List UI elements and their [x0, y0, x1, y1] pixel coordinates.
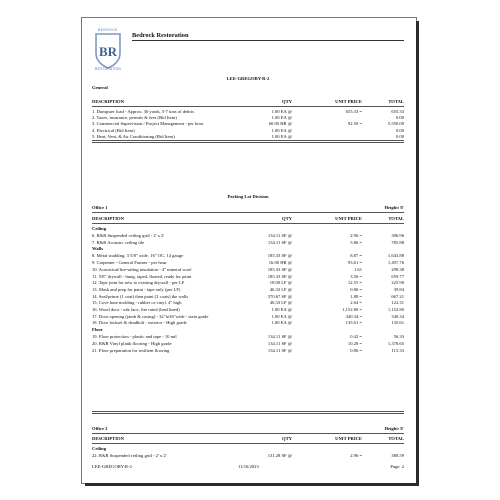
- item-description: 22. R&R Suspended ceiling grid - 2' x 2': [92, 453, 167, 458]
- item-total: 396.96: [391, 233, 404, 238]
- item-total: 1,497.76: [387, 260, 404, 266]
- logo-initials: BR: [98, 44, 118, 59]
- item-description: 15. Cove base molding - rubber or vinyl, 4" high: [92, 300, 182, 306]
- item-unit-price: 1.80 =: [350, 293, 362, 299]
- col-unit-price: UNIT PRICE: [335, 216, 362, 221]
- line-item-row: [92, 334, 404, 340]
- item-total: 0.00: [395, 115, 404, 121]
- item-description: 13. Mask and prep for paint - tape only (per LF): [92, 286, 181, 292]
- footer-date: 11/16/2023: [238, 464, 259, 469]
- item-description: 20. R&R Vinyl plank flooring - High grade: [92, 340, 172, 346]
- general-column-header: [92, 99, 404, 105]
- office1-end-rule: [92, 411, 404, 414]
- item-unit-price: 340.34 =: [345, 313, 362, 319]
- item-total: 340.34: [391, 313, 404, 319]
- item-unit-price: 2.96 =: [350, 233, 362, 238]
- logo-bottom-text: RESTORATION: [94, 67, 122, 71]
- item-total: 122.31: [391, 300, 404, 306]
- col-total: TOTAL: [388, 216, 404, 221]
- item-quantity: 134.11 SF @: [267, 233, 292, 238]
- item-total: 1,643.88: [387, 253, 404, 259]
- office2-height: Height: 8': [384, 426, 404, 431]
- logo-top-text: BEDROCK: [98, 28, 118, 32]
- footer-page-number: Page: 2: [390, 464, 404, 469]
- item-total: 298.38: [391, 266, 404, 272]
- page-footer: [92, 464, 404, 471]
- shield-icon: [92, 31, 124, 71]
- item-total: 1,378.65: [387, 340, 404, 346]
- item-quantity: 370.67 SF @: [267, 293, 292, 299]
- item-description: 16. Wood door - oak face, fire rated (lead lined): [92, 307, 180, 312]
- item-description: 4. Electrical (Bid Item): [92, 127, 135, 133]
- item-description: 14. Seal/prime (1 coat) then paint (2 coats) the walls: [92, 293, 189, 299]
- line-item-row: [92, 109, 404, 115]
- item-total: 5,550.00: [387, 121, 404, 127]
- item-quantity: 46.33 LF @: [269, 286, 292, 292]
- item-description: 17. Door opening (jamb & casing) - 32"to36"wide - stain grade: [92, 313, 209, 319]
- item-description: 5. Heat, Vent, & Air Conditioning (Bid Item): [92, 133, 175, 139]
- section-general-heading: General: [92, 85, 108, 90]
- item-quantity: 46.33 LF @: [269, 300, 292, 306]
- col-qty: QTY: [282, 99, 292, 104]
- office1-height: Height: 8': [384, 205, 404, 210]
- item-total: 135.61: [391, 320, 404, 326]
- col-unit-price: UNIT PRICE: [335, 99, 362, 104]
- item-description: 11. 5/8" drywall - hung, taped, floated, ready for paint: [92, 273, 192, 279]
- col-total: TOTAL: [388, 436, 404, 441]
- item-quantity: 134.11 SF @: [267, 340, 292, 346]
- item-quantity: 131.28 SF @: [267, 453, 292, 458]
- group-heading: Walls: [92, 246, 103, 252]
- item-description: 12. Tape joint for new to existing drywall - per LF: [92, 280, 185, 286]
- line-item-row: [92, 253, 404, 259]
- item-description: 7. R&R Acoustic ceiling tile: [92, 239, 145, 245]
- office2-header-rule: [92, 443, 404, 444]
- item-unit-price: 93.61 =: [347, 260, 362, 266]
- line-item-row: [92, 233, 404, 239]
- col-total: TOTAL: [388, 99, 404, 104]
- item-unit-price: 0.86 =: [350, 347, 362, 353]
- item-total: 115.33: [391, 347, 404, 353]
- col-description: DESCRIPTION: [92, 99, 124, 104]
- item-quantity: 185.33 SF @: [267, 273, 292, 279]
- item-total: 0.00: [395, 133, 404, 139]
- item-quantity: 134.11 SF @: [267, 347, 292, 353]
- item-total: 785.88: [391, 239, 404, 245]
- item-unit-price: 12.55 =: [347, 280, 362, 286]
- item-description: 19. Floor protection - plastic and tape - 10 mil: [92, 334, 177, 340]
- office1-title: Office 1: [92, 205, 108, 210]
- col-description: DESCRIPTION: [92, 436, 124, 441]
- col-qty: QTY: [282, 436, 292, 441]
- item-total: 39.84: [393, 286, 404, 292]
- item-unit-price: 3.56 =: [350, 273, 362, 279]
- item-unit-price: 2.64 =: [350, 300, 362, 306]
- col-unit-price: UNIT PRICE: [335, 436, 362, 441]
- office2-title: Office 2: [92, 426, 108, 431]
- item-total: 1,152.80: [387, 307, 404, 312]
- line-item-row: [92, 280, 404, 286]
- line-item-row: [92, 115, 404, 121]
- item-total: 659.77: [391, 273, 404, 279]
- general-header-rule: [92, 106, 404, 107]
- item-total: 388.59: [391, 453, 404, 458]
- item-description: 3. Commercial Supervision / Project Management - per hour: [92, 121, 204, 127]
- line-item-row: [92, 314, 404, 320]
- item-unit-price: 655.33 =: [345, 109, 362, 114]
- item-unit-price: 5.86 =: [350, 239, 362, 245]
- office2-title-rule: [92, 433, 404, 434]
- line-item-row: [92, 287, 404, 293]
- item-quantity: 185.33 SF @: [267, 253, 292, 259]
- office1-column-header: [92, 216, 404, 222]
- group-heading: Floor: [92, 327, 103, 333]
- item-total: 225.90: [391, 280, 404, 286]
- item-total: 655.33: [391, 109, 404, 114]
- line-item-row: [92, 341, 404, 347]
- item-quantity: 1.00 EA @: [271, 320, 292, 326]
- item-unit-price: 92.50 =: [347, 121, 362, 127]
- estimate-page: [82, 18, 416, 483]
- item-quantity: 134.11 SF @: [267, 334, 292, 340]
- item-description: 10. Acoustical/fire-safing insulation - 4" mineral wool: [92, 266, 192, 272]
- col-description: DESCRIPTION: [92, 216, 124, 221]
- item-quantity: 1.00 EA @: [271, 307, 292, 312]
- item-total: 667.21: [391, 293, 404, 299]
- item-quantity: 185.33 SF @: [267, 266, 292, 272]
- line-item-row: [92, 121, 404, 127]
- line-item-row: [92, 294, 404, 300]
- item-unit-price: 0.42 =: [350, 334, 362, 340]
- item-unit-price: 1,152.80 =: [342, 307, 362, 312]
- division-title: Parking Lot Division: [227, 194, 269, 199]
- line-item-row: [92, 274, 404, 280]
- item-quantity: 60.00 HR @: [268, 121, 292, 127]
- item-total: 0.00: [395, 127, 404, 133]
- item-total: 56.33: [393, 334, 404, 340]
- col-qty: QTY: [282, 216, 292, 221]
- company-logo: [92, 28, 124, 72]
- item-unit-price: 135.61 =: [345, 320, 362, 326]
- line-item-row: [92, 453, 404, 459]
- document-title: LEE-GREGORY-R-2: [226, 76, 270, 81]
- item-description: 1. Dumpster load - Approx. 30 yards, 5-7 tons of debris: [92, 109, 194, 114]
- item-unit-price: 2.96 =: [350, 453, 362, 458]
- line-item-row: [92, 267, 404, 273]
- item-description: 8. Metal studding, 3 5/8" wide, 16" OC, 14 gauge: [92, 253, 184, 259]
- line-item-row: [92, 134, 404, 140]
- item-unit-price: 10.28 =: [347, 340, 362, 346]
- line-item-row: [92, 260, 404, 266]
- item-quantity: 134.11 SF @: [267, 239, 292, 245]
- item-unit-price: 0.86 =: [350, 286, 362, 292]
- line-item-row: [92, 320, 404, 326]
- item-description: 6. R&R Suspended ceiling grid - 2' x 2': [92, 233, 165, 238]
- line-item-row: [92, 240, 404, 246]
- item-description: 9. Carpenter - General Framer - per hour: [92, 260, 167, 266]
- company-name: Bedrock Restoration: [132, 32, 189, 39]
- item-quantity: 1.00 EA @: [271, 313, 292, 319]
- item-quantity: 1.00 EA @: [271, 109, 292, 114]
- line-item-row: [92, 348, 404, 354]
- item-quantity: 18.00 LF @: [269, 280, 292, 286]
- group-heading: Ceiling: [92, 226, 107, 231]
- office1-header-rule: [92, 223, 404, 224]
- line-item-row: [92, 300, 404, 306]
- line-item-row: [92, 307, 404, 313]
- office2-column-header: [92, 436, 404, 442]
- office1-title-rule: [92, 212, 404, 213]
- item-quantity: 16.00 HR @: [268, 260, 292, 266]
- line-item-row: [92, 128, 404, 134]
- item-description: 18. Door lockset & deadbolt - exterior - High grade: [92, 320, 187, 326]
- footer-doc-name: LEE-GREGORY-R-2: [92, 464, 132, 469]
- item-description: 2. Taxes, insurance, permits & fees (Bid Item): [92, 115, 177, 121]
- general-end-rule: [92, 140, 404, 143]
- item-quantity: 1.00 EA @: [271, 133, 292, 139]
- item-description: 21. Floor preparation for resilient flooring: [92, 347, 170, 353]
- group-heading: Ceiling: [92, 446, 107, 451]
- item-unit-price: 8.87 =: [350, 253, 362, 259]
- item-quantity: 1.00 EA @: [271, 127, 292, 133]
- item-unit-price: 1.61: [353, 266, 362, 272]
- header-divider: [132, 40, 404, 41]
- item-quantity: 1.00 EA @: [271, 115, 292, 121]
